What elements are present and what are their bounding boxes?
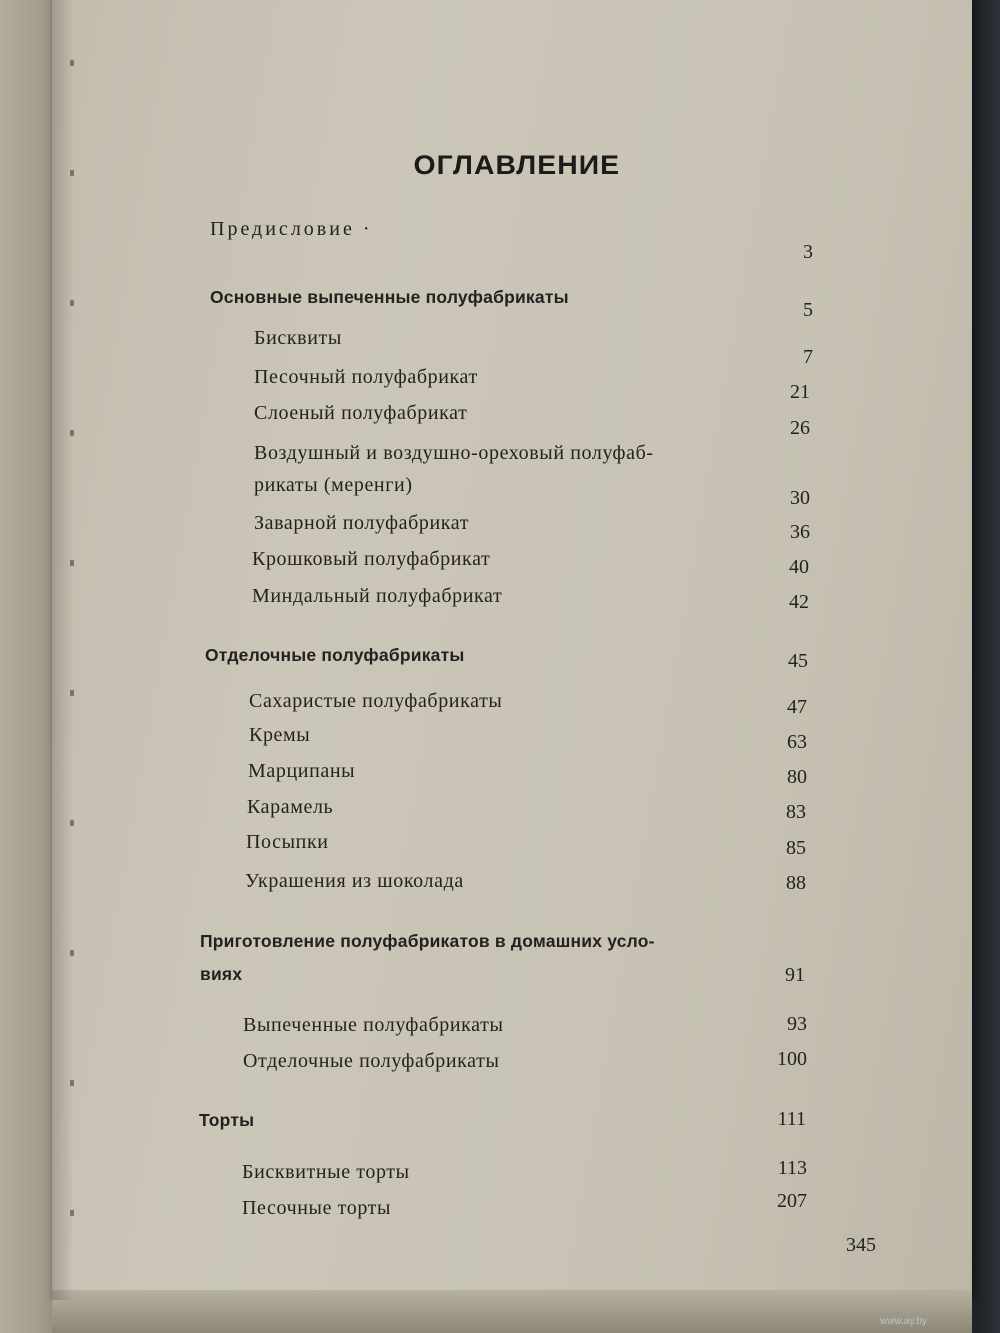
toc-section-label: Приготовление полуфабрикатов в домашних усло- bbox=[200, 931, 655, 951]
toc-entry-page: 42 bbox=[789, 591, 809, 613]
toc-entry-label: Миндальный полуфабрикат bbox=[252, 585, 503, 607]
toc-section-label: Основные выпеченные полуфабрикаты bbox=[210, 287, 569, 307]
toc-section-label: Торты bbox=[199, 1110, 255, 1130]
toc-entry-page: 26 bbox=[790, 417, 810, 439]
toc-entry-label: Песочные торты bbox=[242, 1197, 392, 1219]
toc-entry-label: Бисквитные торты bbox=[242, 1161, 410, 1183]
toc-entry-page: 21 bbox=[790, 381, 810, 403]
page-number-folio: 345 bbox=[846, 1234, 876, 1256]
toc-entry-page: 5 bbox=[803, 299, 813, 321]
toc-section-label: виях bbox=[200, 964, 243, 984]
toc-entry-page: 30 bbox=[790, 487, 810, 509]
toc-entry-page: 111 bbox=[777, 1108, 806, 1130]
toc-entry-label: Марципаны bbox=[248, 760, 356, 782]
toc-entry-label: Карамель bbox=[247, 796, 334, 818]
toc-entry-label: Крошковый полуфабрикат bbox=[252, 548, 491, 570]
toc-entry-label: Песочный полуфабрикат bbox=[254, 366, 478, 388]
toc-entry-page: 83 bbox=[786, 801, 806, 823]
page-title: ОГЛАВЛЕНИЕ bbox=[413, 150, 621, 180]
toc-entry-label: Украшения из шоколада bbox=[245, 870, 464, 892]
toc-entry-label: Слоеный полуфабрикат bbox=[254, 402, 468, 424]
toc-entry-page: 93 bbox=[787, 1013, 807, 1035]
toc-section-label: Отделочные полуфабрикаты bbox=[205, 645, 465, 665]
toc-entry-page: 63 bbox=[787, 731, 807, 753]
toc-entry-label: Отделочные полуфабрикаты bbox=[243, 1050, 500, 1072]
toc-entry-page: 91 bbox=[785, 964, 805, 986]
toc-entry-page: 47 bbox=[787, 696, 807, 718]
toc-entry-page: 100 bbox=[777, 1048, 807, 1070]
toc-entry-label: Бисквиты bbox=[254, 327, 342, 349]
toc-entry-label: Предисловие · bbox=[210, 218, 373, 240]
toc-entry-label: Заварной полуфабрикат bbox=[254, 512, 470, 534]
toc-entry-label: Кремы bbox=[249, 724, 311, 746]
toc-entry-label: Посыпки bbox=[246, 831, 329, 853]
toc-entry-label: рикаты (меренги) bbox=[254, 474, 413, 496]
toc-entry-label: Выпеченные полуфабрикаты bbox=[243, 1014, 504, 1036]
toc-entry-page: 85 bbox=[786, 837, 806, 859]
watermark-text: www.ay.by bbox=[880, 1316, 928, 1327]
toc-entry-page: 45 bbox=[788, 650, 808, 672]
toc-entry-page: 88 bbox=[786, 872, 806, 894]
toc-entry-page: 7 bbox=[803, 346, 813, 368]
toc-entry-page: 36 bbox=[790, 521, 810, 543]
toc-entry-page: 207 bbox=[777, 1190, 807, 1212]
toc-entry-page: 113 bbox=[777, 1157, 807, 1179]
toc-entry-page: 40 bbox=[789, 556, 809, 578]
toc-entry-label: Воздушный и воздушно-ореховый полуфаб- bbox=[254, 442, 654, 464]
toc-entry-page: 80 bbox=[787, 766, 807, 788]
toc-entry-page: 3 bbox=[803, 241, 813, 263]
toc-entry-label: Сахаристые полуфабрикаты bbox=[249, 690, 503, 712]
